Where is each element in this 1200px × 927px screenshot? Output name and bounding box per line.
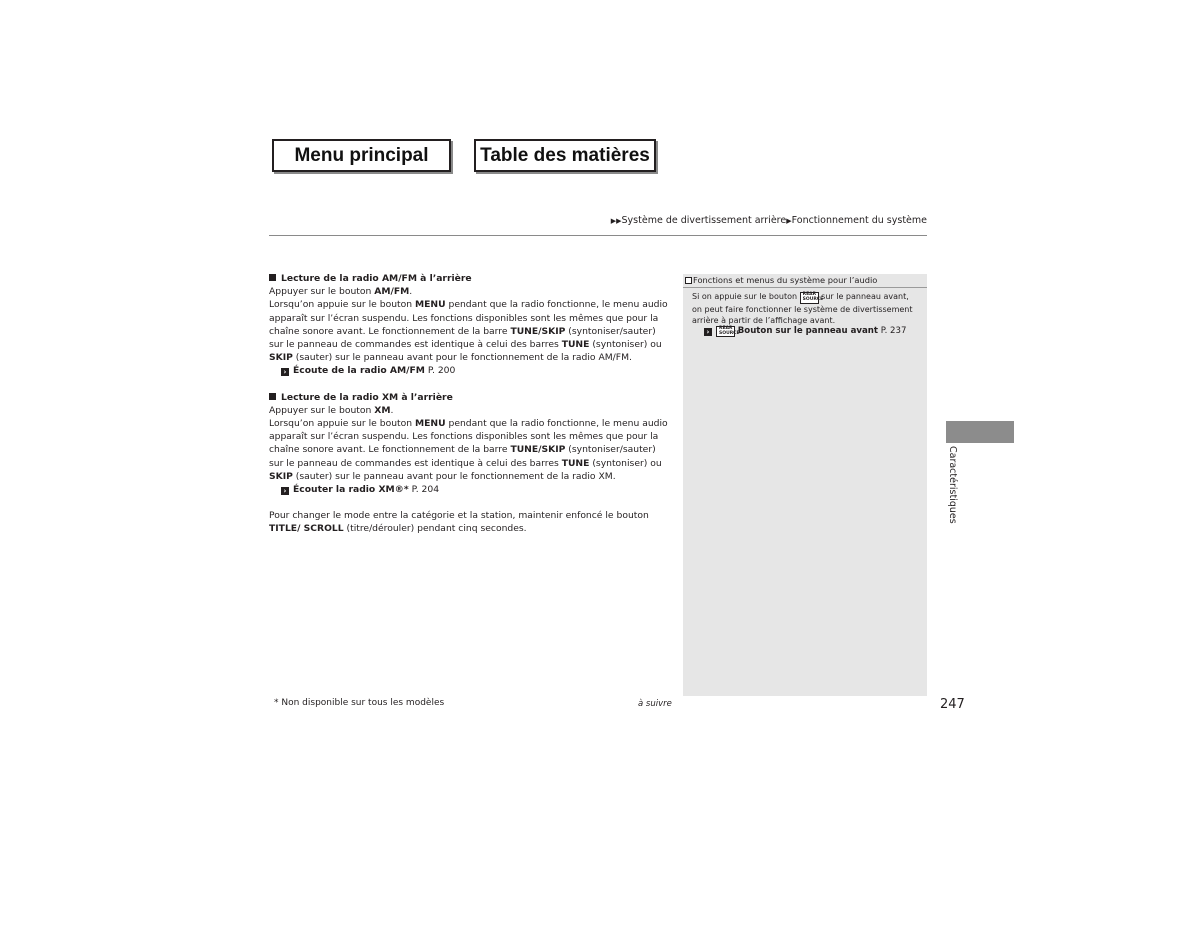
paragraph: Lorsqu’on appuie sur le bouton MENU pendant que la radio fonctionne, le menu audio apparaît sur l’écran suspendu. Les fonctions disponibles sont les mêmes que pour la chaîne sonore avant. Le fonctionnement de la barre TUNE/SKIP (syntoniser/sauter) sur le panneau de commandes est identique à celui des barres TUNE (syntoniser) ou SKIP (sauter) sur le panneau avant pour le fonctionnement de la radio XM.: [269, 418, 668, 482]
rear-source-key-icon: REAR SOURCE: [716, 326, 735, 337]
square-bullet-icon: [269, 274, 276, 281]
paragraph: Lorsqu’on appuie sur le bouton MENU pendant que la radio fonctionne, le menu audio apparaît sur l’écran suspendu. Les fonctions disponibles sont les mêmes que pour la chaîne sonore avant. Le fonctionnement de la barre TUNE/SKIP (syntoniser/sauter) sur le panneau de commandes est identique à celui des barres TUNE (syntoniser) ou SKIP (sauter) sur le panneau avant pour le fonctionnement de la radio AM/FM.: [269, 299, 668, 364]
sidebar-title: Fonctions et menus du système pour l’audio: [683, 274, 927, 288]
rear-source-key-icon: REAR SOURCE: [800, 292, 819, 303]
section-heading-xm: Lecture de la radio XM à l’arrière: [269, 391, 671, 404]
table-of-contents-button[interactable]: Table des matières: [474, 139, 656, 172]
cross-reference-arrow-icon: ›: [281, 487, 289, 495]
square-bullet-icon: [269, 393, 276, 400]
main-menu-button[interactable]: Menu principal: [272, 139, 451, 172]
cross-reference-arrow-icon: ›: [704, 328, 712, 336]
header-rule: [269, 235, 927, 236]
breadcrumb: [611, 215, 927, 226]
chapter-tab-label: Caractéristiques: [947, 446, 958, 524]
cross-reference-link[interactable]: › Écouter la radio XM®* P. 204: [269, 483, 671, 496]
cross-reference-link[interactable]: › Écoute de la radio AM/FM P. 200: [269, 364, 671, 377]
note-icon: [685, 277, 692, 284]
sidebar-cross-reference-link[interactable]: › REAR SOURCE Bouton sur le panneau avant P. 237: [692, 326, 921, 338]
breadcrumb-part-1[interactable]: Système de divertissement arrière: [621, 215, 787, 226]
page-number: 247: [940, 697, 965, 712]
double-triangle-icon: ▶▶: [610, 217, 622, 225]
footnote: * Non disponible sur tous les modèles: [274, 698, 445, 708]
continued-label: à suivre: [638, 699, 672, 709]
triangle-icon: ▶: [786, 217, 792, 225]
cross-reference-arrow-icon: ›: [281, 368, 289, 376]
paragraph: Appuyer sur le bouton XM.: [269, 404, 394, 416]
chapter-tab[interactable]: [946, 421, 1014, 443]
section-heading-am-fm: Lecture de la radio AM/FM à l’arrière: [269, 272, 671, 285]
paragraph: Appuyer sur le bouton AM/FM.: [269, 286, 413, 298]
breadcrumb-part-2[interactable]: Fonctionnement du système: [791, 215, 927, 226]
sidebar-body: Si on appuie sur le bouton REAR SOURCE sur le panneau avant, on peut faire fonctionner le système de divertissement arrière à partir de l’affichage avant. › REAR SOURCE Bouton sur le panneau avant P. 237: [683, 288, 927, 337]
sidebar-notes: [683, 274, 927, 696]
main-content: [269, 272, 671, 536]
paragraph: Pour changer le mode entre la catégorie et la station, maintenir enfoncé le bouton TITLE/ SCROLL (titre/dérouler) pendant cinq secondes.: [269, 510, 649, 535]
